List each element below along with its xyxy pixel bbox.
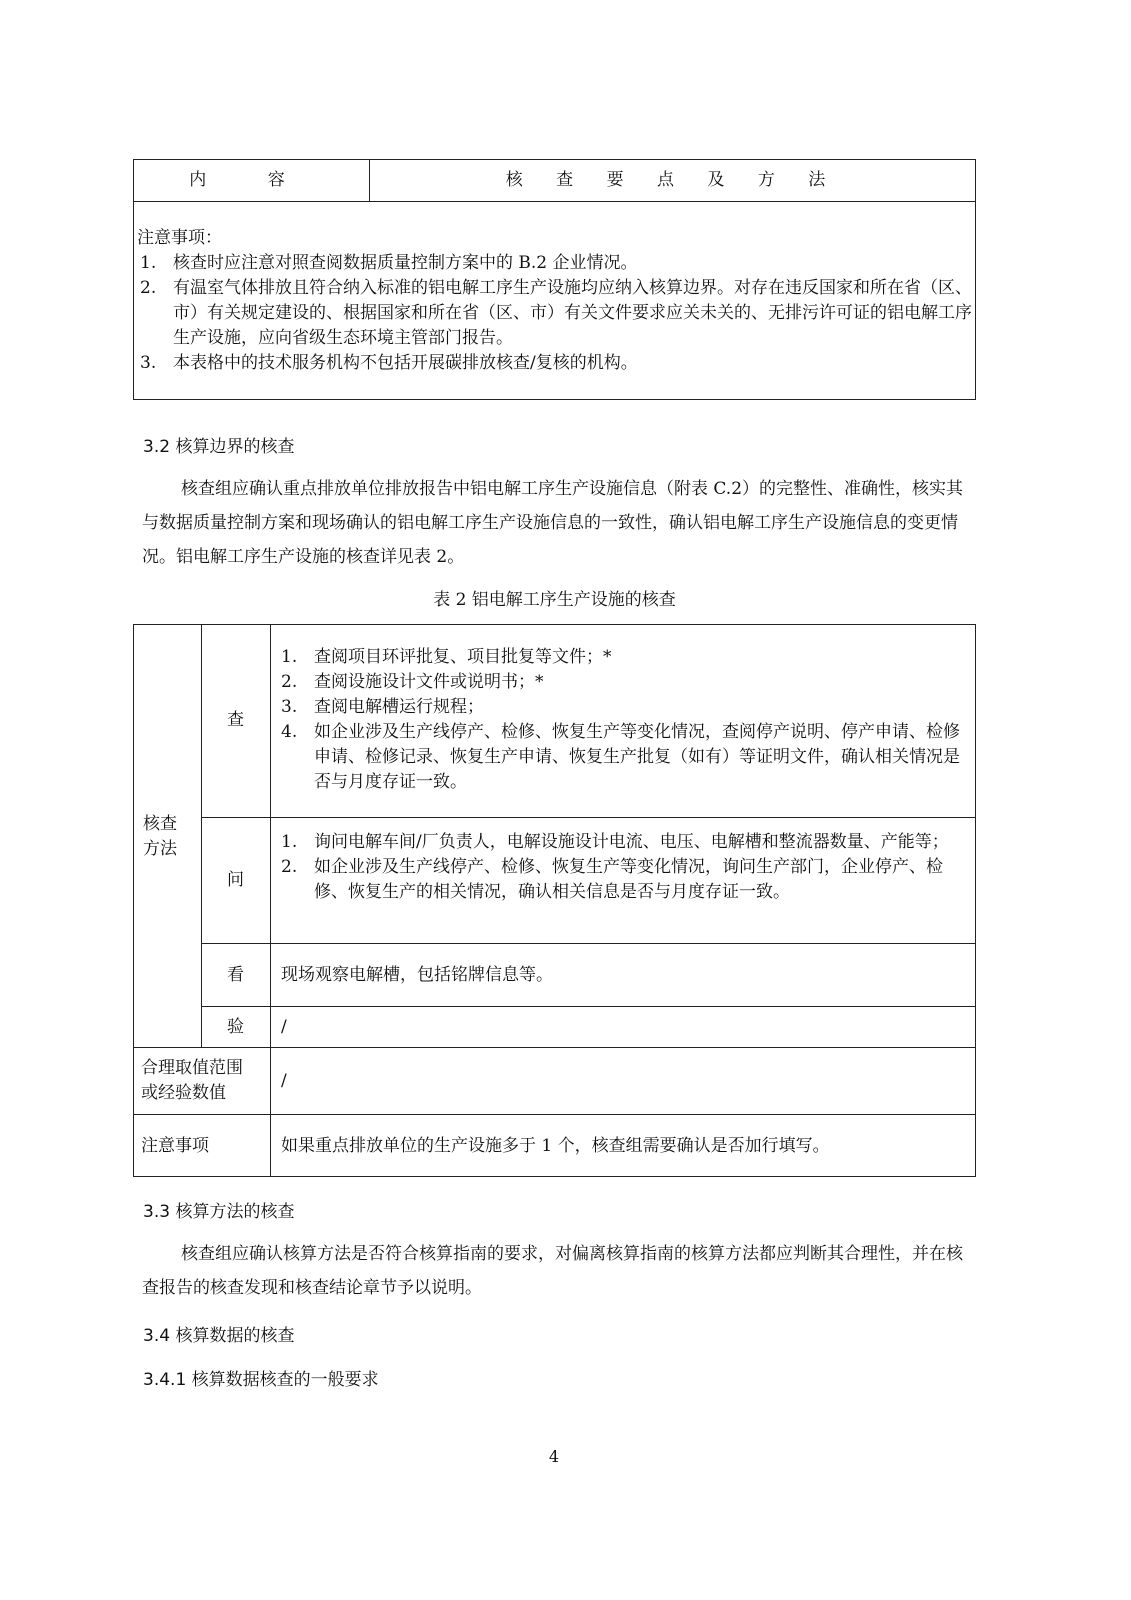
kan-text: 现场观察电解槽，包括铭牌信息等。 [281,965,553,985]
section-3-2-paragraph: 核查组应确认重点排放单位排放报告中铝电解工序生产设施信息（附表 C.2）的完整性、准确性，核实其与数据质量控制方案和现场确认的铝电解工序生产设施信息的一致性，确认铝电解工序生产设施信息的变更情况。铝电解工序生产设施的核查详见表 2。 [142,479,964,567]
section-3-3-heading: 3.3 核算方法的核查 [143,1202,295,1222]
table-2-row-divider-2 [201,943,976,944]
table-1-notes [137,226,972,376]
header-content-label: 内 容 [189,170,313,190]
kan-label: 看 [227,965,244,985]
table-2-notes-text: 如果重点排放单位的生产设施多于 1 个，核查组需要确认是否加行填写。 [281,1136,830,1156]
section-3-3-paragraph: 核查组应确认核算方法是否符合核算指南的要求，对偏离核算指南的核算方法都应判断其合理性，并在核查报告的核查发现和核查结论章节予以说明。 [142,1244,963,1298]
table-2-notes-label: 注意事项 [141,1136,209,1156]
cha-list [274,645,970,795]
cha-item-3: 3. 查阅电解槽运行规程； [281,697,484,717]
wen-item-2: 2. 如企业涉及生产线停产、检修、恢复生产等变化情况，询问生产部门，企业停产、检修、恢复生产的相关情况，确认相关信息是否与月度存证一致。 [281,857,943,902]
yan-text: / [281,1017,287,1037]
table-2-row-divider-5 [133,1114,976,1115]
method-label: 核查 方法 [143,814,177,859]
table-2-caption: 表 2 铝电解工序生产设施的核查 [433,590,676,610]
section-3-4-heading: 3.4 核算数据的核查 [143,1326,295,1346]
note-item-3: 3. 本表格中的技术服务机构不包括开展碳排放核查/复核的机构。 [140,353,638,373]
cha-label: 查 [227,710,244,730]
table-1-header-method [369,168,976,193]
wen-label: 问 [227,870,244,890]
cha-item-4: 4. 如企业涉及生产线停产、检修、恢复生产等变化情况，查阅停产说明、停产申请、检修申请、检修记录、恢复生产申请、恢复生产批复（如有）等证明文件，确认相关情况是否与月度存证一致。 [281,722,960,792]
notes-list [133,251,972,376]
page-number: 4 [548,1447,560,1466]
table-2-row-divider-1 [201,817,976,818]
header-method-label: 核 查 要 点 及 方 法 [505,170,840,190]
table-2-row-divider-3 [201,1006,976,1007]
table-2-col-divider-b [270,624,271,1177]
note-item-2: 2. 有温室气体排放且符合纳入标准的铝电解工序生产设施均应纳入核算边界。对存在违反国家和所在省（区、市）有关规定建设的、根据国家和所在省（区、市）有关文件要求应关未关的、无排污许可证的铝电解工序生产设施，应向省级生态环境主管部门报告。 [140,278,972,348]
section-3-2-heading: 3.2 核算边界的核查 [143,437,295,457]
wen-list [274,830,970,905]
range-text: / [281,1071,287,1091]
cha-item-1: 1. 查阅项目环评批复、项目批复等文件；* [281,647,612,667]
range-label: 合理取值范围 或经验数值 [141,1058,243,1103]
notes-title: 注意事项： [137,228,222,248]
wen-item-1: 1. 询问电解车间/厂负责人，电解设施设计电流、电压、电解槽和整流器数量、产能等； [281,832,949,852]
yan-label: 验 [227,1017,244,1037]
table-2-row-divider-4 [133,1047,976,1048]
table-1-header-bottom [133,201,976,202]
section-3-4-1-heading: 3.4.1 核算数据核查的一般要求 [143,1370,379,1390]
note-item-1: 1. 核查时应注意对照查阅数据质量控制方案中的 B.2 企业情况。 [140,253,638,273]
cha-item-2: 2. 查阅设施设计文件或说明书；* [281,672,544,692]
table-1-header-content [133,168,369,193]
